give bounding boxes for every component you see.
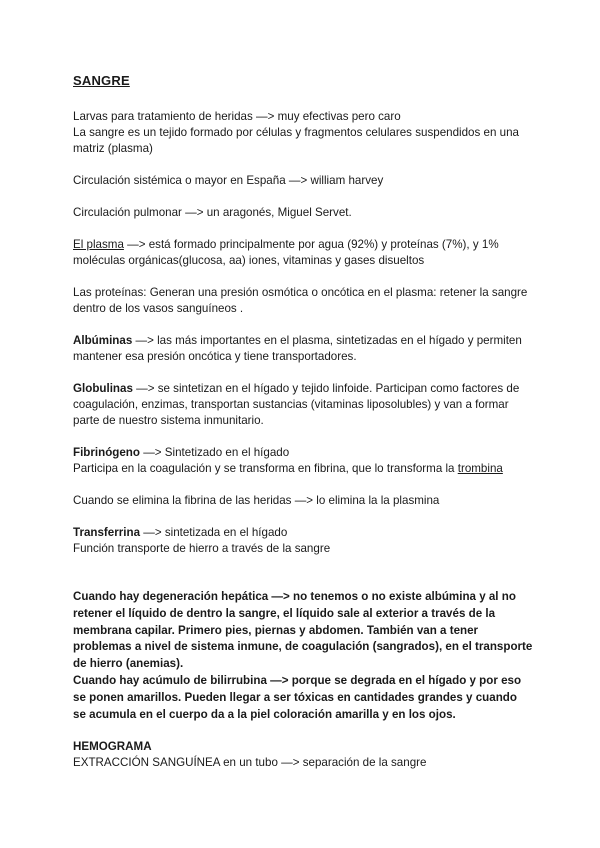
globulinas-text: —> se sintetizan en el hígado y tejido linfoide. Participan como factores de coagulación, enzimas, transportan sustancias (vitaminas liposolubles) y van a formar parte de nuestro sistema inmunitario.	[73, 382, 520, 427]
paragraph-fibrina: Cuando se elimina la fibrina de las heridas —> lo elimina la la plasmina	[73, 494, 440, 507]
paragraph-transferrina	[73, 525, 533, 541]
paragraph-circulacion-pulmonar: Circulación pulmonar —> un aragonés, Miguel Servet.	[73, 206, 352, 219]
document-body	[73, 73, 533, 771]
paragraph-plasma	[73, 237, 533, 269]
plasma-text: —> está formado principalmente por agua (92%) y proteínas (7%), y 1% moléculas orgánicas(glucosa, aa) iones, vitaminas y gases disueltos	[73, 238, 499, 267]
hemograma-heading: HEMOGRAMA	[73, 740, 152, 754]
fibrinogeno-detail-text: Participa en la coagulación y se transforma en fibrina, que lo transforma la	[73, 462, 458, 475]
trombina-term: trombina	[457, 462, 503, 475]
paragraph-fibrinogeno	[73, 445, 533, 461]
transferrina-text: —> sintetizada en el hígado	[140, 526, 288, 539]
albuminas-term: Albúminas	[73, 334, 133, 347]
paragraph-hemograma: EXTRACCIÓN SANGUÍNEA en un tubo —> separación de la sangre	[73, 756, 427, 770]
paragraph-degeneracion-hepatica: Cuando hay degeneración hepática —> no tenemos o no existe albúmina y al no retener el líquido de dentro la sangre, el líquido sale al exterior a través de la membrana capilar. Primero pies, piernas y abdomen. También van a tener problemas a nivel de sistema inmune, de coagulación (sangrados), en el transporte de hierro (anemias).	[73, 590, 533, 671]
paragraph-transferrina-detail: Función transporte de hierro a través de la sangre	[73, 542, 331, 555]
transferrina-term: Transferrina	[73, 526, 141, 539]
paragraph-globulinas	[73, 381, 533, 429]
globulinas-term: Globulinas	[73, 382, 133, 395]
paragraph-larvas: Larvas para tratamiento de heridas —> muy efectivas pero caro	[73, 110, 401, 123]
page-title: SANGRE	[73, 73, 130, 88]
paragraph-sangre-definition: La sangre es un tejido formado por células y fragmentos celulares suspendidos en una matriz (plasma)	[73, 126, 519, 155]
plasma-term: El plasma	[73, 238, 124, 251]
paragraph-proteinas: Las proteínas: Generan una presión osmótica o oncótica en el plasma: retener la sangre dentro de los vasos sanguíneos .	[73, 286, 528, 315]
paragraph-bilirrubina: Cuando hay acúmulo de bilirrubina —> porque se degrada en el hígado y por eso se ponen amarillos. Pueden llegar a ser tóxicas en cantidades grandes y cuando se acumula en el cuerpo da a la piel coloración amarilla y en los ojos.	[73, 673, 522, 721]
paragraph-albuminas	[73, 333, 533, 365]
fibrinogeno-term: Fibrinógeno	[73, 446, 140, 459]
albuminas-text: —> las más importantes en el plasma, sintetizadas en el hígado y permiten mantener esa presión oncótica y tiene transportadores.	[73, 334, 522, 363]
paragraph-circulacion-sistemica: Circulación sistémica o mayor en España —> william harvey	[73, 174, 384, 187]
fibrinogeno-text: —> Sintetizado en el hígado	[139, 446, 290, 459]
paragraph-fibrinogeno-detail	[73, 461, 533, 477]
